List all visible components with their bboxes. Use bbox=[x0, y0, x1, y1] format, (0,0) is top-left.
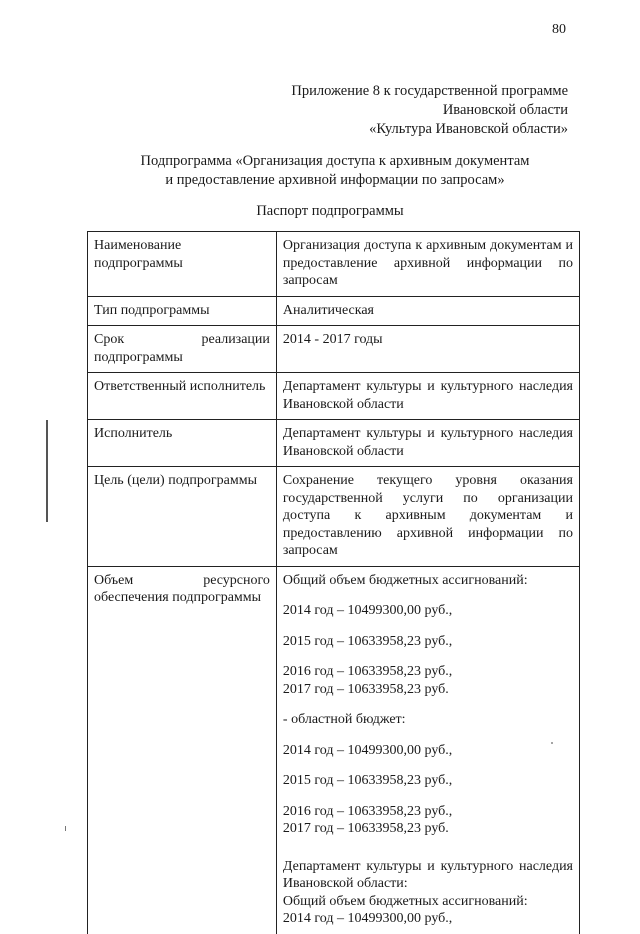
scan-speck bbox=[551, 742, 553, 744]
row-label: Ответственный исполнитель bbox=[88, 373, 277, 420]
row-label: Наименование подпрограммы bbox=[88, 232, 277, 297]
funding-line: 2017 год – 10633958,23 руб. bbox=[282, 681, 449, 697]
scan-mark bbox=[65, 826, 66, 831]
row-value: Департамент культуры и культурного наследия Ивановской области bbox=[276, 373, 579, 420]
row-value: Организация доступа к архивным документам и предоставление архивной информации по запросам bbox=[276, 232, 579, 297]
passport-table bbox=[87, 231, 580, 934]
table-row bbox=[88, 420, 580, 467]
subprogram-title-line-2: и предоставление архивной информации по запросам» bbox=[165, 172, 505, 188]
subprogram-title bbox=[0, 152, 640, 190]
funding-line: 2014 год – 10499300,00 руб., bbox=[282, 742, 453, 758]
row-value: Сохранение текущего уровня оказания государственной услуги по организации доступа к архивным документам и предоставлению архивной информации по запросам bbox=[276, 467, 579, 567]
page-number: 80 bbox=[552, 22, 566, 37]
funding-line: 2014 год – 10499300,00 руб., bbox=[282, 603, 453, 618]
row-label: Объем ресурсного обеспечения подпрограммы bbox=[88, 566, 277, 934]
table-row bbox=[88, 566, 580, 934]
margin-line-mark bbox=[46, 420, 48, 522]
appendix-line-1: Приложение 8 к государственной программе bbox=[291, 83, 568, 99]
funding-line: 2017 год – 10633958,23 руб. bbox=[282, 821, 449, 836]
funding-cell bbox=[276, 566, 579, 934]
funding-department: Департамент культуры и культурного наследия Ивановской области: bbox=[282, 858, 573, 891]
funding-line: 2015 год – 10633958,23 руб., bbox=[282, 633, 453, 649]
table-row bbox=[88, 326, 580, 373]
table-row bbox=[88, 467, 580, 567]
funding-line: 2015 год – 10633958,23 руб., bbox=[282, 773, 453, 788]
table-row bbox=[88, 373, 580, 420]
appendix-header bbox=[291, 82, 568, 139]
funding-line: 2016 год – 10633958,23 руб., bbox=[282, 803, 453, 819]
row-value: Департамент культуры и культурного наследия Ивановской области bbox=[276, 420, 579, 467]
row-label: Исполнитель bbox=[88, 420, 277, 467]
funding-regional-heading: - областной бюджет: bbox=[282, 712, 406, 727]
funding-dept-total-heading: Общий объем бюджетных ассигнований: bbox=[282, 893, 528, 909]
appendix-line-2: Ивановской области bbox=[442, 102, 568, 118]
funding-line: 2016 год – 10633958,23 руб., bbox=[282, 664, 453, 679]
appendix-line-3: «Культура Ивановской области» bbox=[369, 121, 568, 137]
subprogram-title-line-1: Подпрограмма «Организация доступа к архивным документам bbox=[140, 153, 530, 169]
row-value: Аналитическая bbox=[276, 296, 579, 326]
row-label: Цель (цели) подпрограммы bbox=[88, 467, 277, 567]
passport-title: Паспорт подпрограммы bbox=[256, 203, 404, 219]
table-row bbox=[88, 232, 580, 297]
funding-line: 2014 год – 10499300,00 руб., bbox=[282, 911, 453, 926]
row-value: 2014 - 2017 годы bbox=[276, 326, 579, 373]
table-row bbox=[88, 296, 580, 326]
row-label: Тип подпрограммы bbox=[88, 296, 277, 326]
funding-total-heading: Общий объем бюджетных ассигнований: bbox=[282, 572, 528, 588]
row-label: Срок реализации подпрограммы bbox=[88, 326, 277, 373]
